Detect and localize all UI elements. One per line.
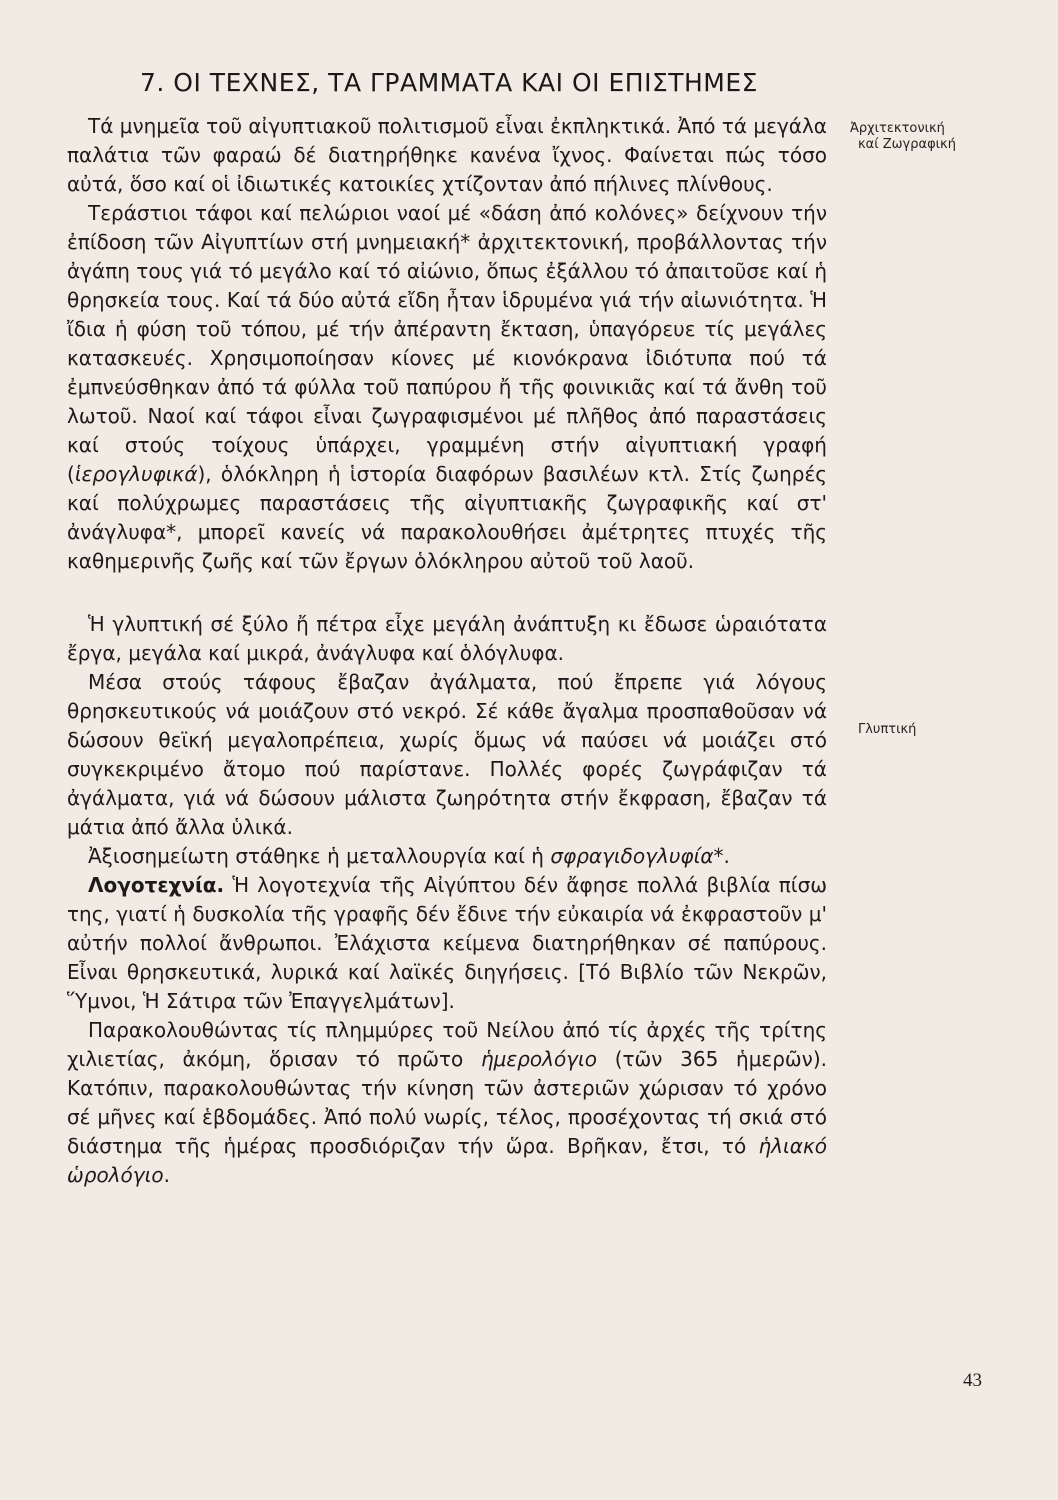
paragraph-statues: Μέσα στούς τάφους ἔβαζαν ἀγάλματα, πού ἔπρεπε γιά λόγους θρησκευτικούς νά μοιάζουν στό νεκρό. Σέ κάθε ἄγαλμα προσπαθοῦσαν νά δώσουν θεϊκή μεγαλοπρέπεια, χωρίς ὅμως νά παύσει νά μοιάζει στό συγκεκριμένο ἄτομο πού παρίστανε. Πολλές φορές ζωγράφιζαν τά ἀγάλματα, γιά νά δώσουν μάλιστα ζωηρότητα στήν ἔκφραση, ἔβαζαν τά μάτια ἀπό ἄλλα ὑλικά. [67,670,827,839]
italic-term: ἱερογλυφικά [74,462,198,486]
margin-note-line: καί Ζωγραφική [858,137,956,152]
page-number: 43 [963,1370,982,1391]
chapter-heading: 7. ΟΙ ΤΕΧΝΕΣ, ΤΑ ΓΡΑΜΜΑΤΑ ΚΑΙ ΟΙ ΕΠΙΣΤΗΜΕΣ [140,68,758,97]
paragraph-sculpture: Ἡ γλυπτική σέ ξύλο ἤ πέτρα εἶχε μεγάλη ἀνάπτυξη κι ἔδωσε ὡραιότατα ἔργα, μεγάλα καί μικρά, ἀνάγλυφα καί ὁλόγλυφα. [67,612,827,665]
text-run: Ἀξιοσημείωτη στάθηκε ἡ μεταλλουργία καί ἡ [88,844,551,868]
paragraph-architecture [67,199,827,576]
body-text [67,112,827,1190]
text-run: Παρακολουθώντας τίς πλημμύρες τοῦ Νείλου ἀπό τίς ἀρχές τῆς τρίτης χιλιετίας, ἀκόμη, ὅρισαν τό πρῶτο [67,1018,827,1071]
paragraph-metallurgy [67,842,827,871]
text-run: . [163,1163,170,1187]
text-run: Ἡ λογοτεχνία τῆς Αἰγύπτου δέν ἄφησε πολλά βιβλία πίσω της, γιατί ἡ δυσκολία τῆς γραφῆς δέν ἔδινε τήν εὐκαιρία νά ἐκφραστοῦν μ' αὐτήν πολλοί ἄνθρωποι. Ἐλάχιστα κείμενα διατηρήθηκαν σέ παπύρους. Εἶναι θρησκευτικά, λυρικά καί λαϊκές διηγήσεις. [Τό Βιβλίο τῶν Νεκρῶν, Ὕμνοι, Ἡ Σάτιρα τῶν Ἐπαγγελμάτων]. [67,873,827,1013]
italic-term: σφραγιδογλυφία* [550,844,724,868]
bold-term: Λογοτεχνία. [88,873,225,897]
italic-term: ἡλιακό ὡρολόγιο [67,1134,827,1187]
text-run: (τῶν 365 ἡμερῶν). Κατόπιν, παρακολουθώντας τήν κίνηση τῶν ἀστεριῶν χώρισαν τό χρόνο σέ μῆνες καί ἑβδομάδες. Ἀπό πολύ νωρίς, τέλος, προσέχοντας τή σκιά στό διάστημα τῆς ἡμέρας προσδιόριζαν τήν ὥρα. Βρῆκαν, ἔτσι, τό [67,1047,827,1158]
text-run: Τεράστιοι τάφοι καί πελώριοι ναοί μέ «δάση ἀπό κολόνες» δείχνουν τήν ἐπίδοση τῶν Αἰγυπτίων στή μνημειακή* ἀρχιτεκτονική, προβάλλοντας τήν ἀγάπη τους γιά τό μεγάλο καί τό αἰώνιο, ὅπως ἐξάλλου τό ἀπαιτοῦσε καί ἡ θρησκεία τους. Καί τά δύο αὐτά εἴδη ἦταν ἱδρυμένα γιά τήν αἰωνιότητα. Ἡ ἴδια ἡ φύση τοῦ τόπου, μέ τήν ἀπέραντη ἔκταση, ὑπαγόρευε τίς μεγάλες κατασκευές. Χρησιμοποίησαν κίονες μέ κιονόκρανα ἰδιότυπα πού τά ἐμπνεύσθηκαν ἀπό τά φύλλα τοῦ παπύρου ἤ τῆς φοινικιᾶς καί τά ἄνθη τοῦ λωτοῦ. Ναοί καί τάφοι εἶναι ζωγραφισμένοι μέ πλῆθος ἀπό παραστάσεις καί στούς τοίχους ὑπάρχει, γραμμένη στήν αἰγυπτιακή γραφή ( [67,201,827,486]
italic-term: ἡμερολόγιο [480,1047,598,1071]
paragraph-calendar [67,1016,827,1190]
margin-note-architecture [850,121,956,153]
margin-note-line: Ἀρχιτεκτονική [850,121,945,136]
paragraph-literature [67,871,827,1016]
text-run: ), ὁλόκληρη ἡ ἱστορία διαφόρων βασιλέων κτλ. Στίς ζωηρές καί πολύχρωμες παραστάσεις τῆς αἰγυπτιακῆς ζωγραφικῆς καί στ' ἀνάγλυφα*, μπορεῖ κανείς νά παρακολουθήσει ἀμέτρητες πτυχές τῆς καθημερινῆς ζωῆς καί τῶν ἔργων ὁλόκληρου αὐτοῦ τοῦ λαοῦ. [67,462,827,573]
paragraph-monuments: Τά μνημεῖα τοῦ αἰγυπτιακοῦ πολιτισμοῦ εἶναι ἐκπληκτικά. Ἀπό τά μεγάλα παλάτια τῶν φαραώ δέ διατηρήθηκε κανένα ἴχνος. Φαίνεται πώς τόσο αὐτά, ὅσο καί οἱ ἰδιωτικές κατοικίες χτίζονταν ἀπό πήλινες πλίνθους. [67,114,827,196]
margin-note-sculpture: Γλυπτική [858,722,917,737]
text-run: . [723,844,730,868]
